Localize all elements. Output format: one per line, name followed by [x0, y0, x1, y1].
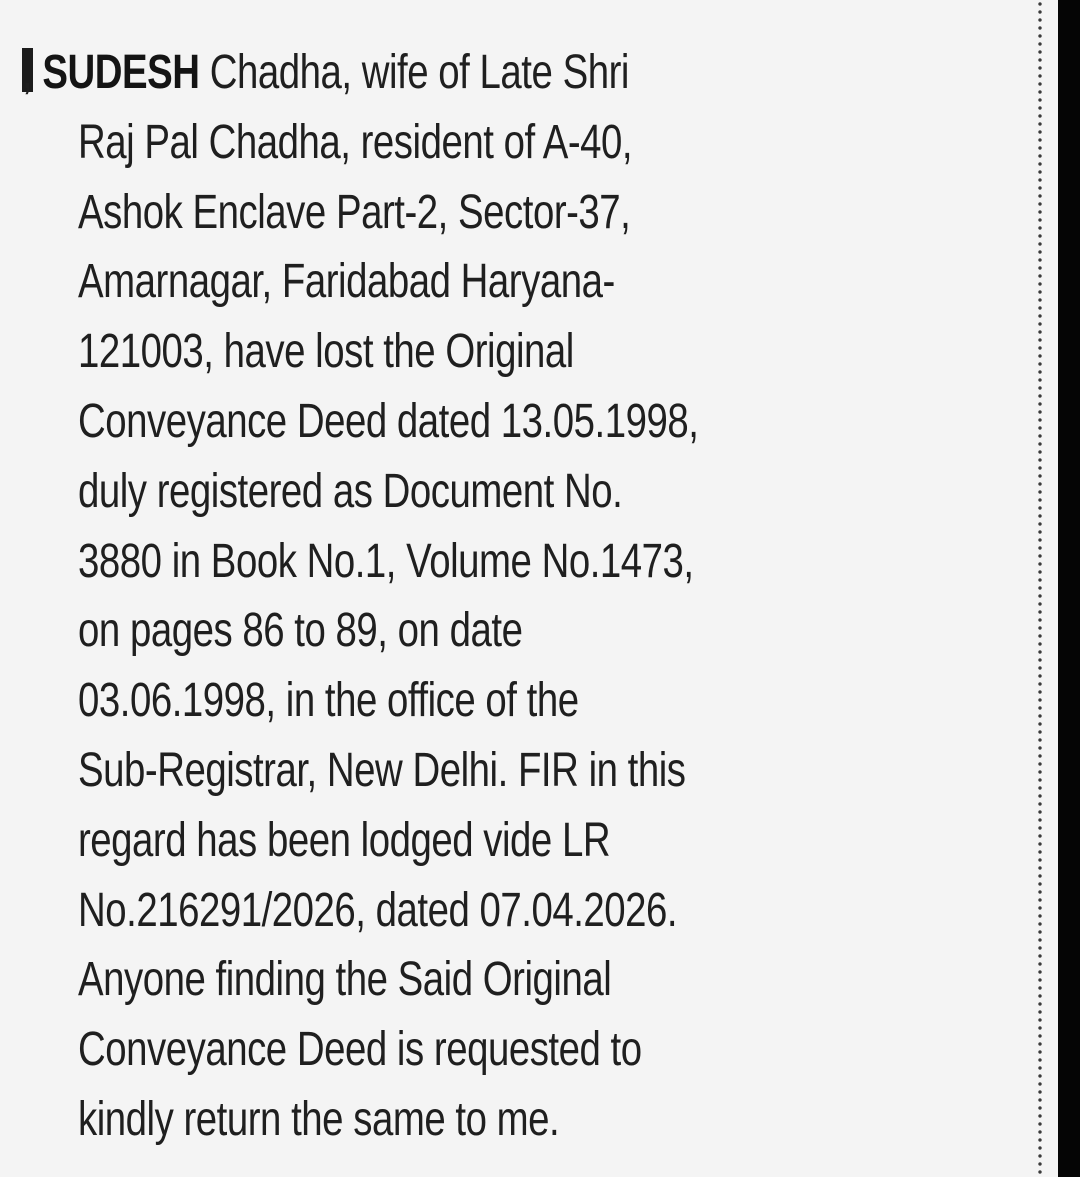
notice-first-line	[22, 38, 629, 108]
notice-lead-name: SUDESH	[42, 46, 200, 99]
notice-body	[78, 108, 853, 1155]
notice-line: 03.06.1998, in the office of the	[78, 674, 579, 728]
notice-line: Anyone finding the Said Original	[78, 953, 612, 1007]
notice-line: Conveyance Deed is requested to	[78, 1023, 642, 1077]
notice-line: regard has been lodged vide LR	[78, 813, 611, 867]
notice-line: No.216291/2026, dated 07.04.2026.	[78, 883, 678, 937]
notice-line: duly registered as Document No.	[78, 464, 623, 518]
notice-lead-prefix: ,	[22, 46, 43, 99]
notice-line: Raj Pal Chadha, resident of A-40,	[78, 115, 633, 169]
notice-line: Amarnagar, Faridabad Haryana-	[78, 255, 615, 309]
notice-line: kindly return the same to me.	[78, 1092, 560, 1146]
photo-dark-border	[1058, 0, 1080, 1177]
notice-line: Ashok Enclave Part-2, Sector-37,	[78, 185, 631, 239]
notice-line: on pages 86 to 89, on date	[78, 604, 523, 658]
notice-line: 3880 in Book No.1, Volume No.1473,	[78, 534, 694, 588]
notice-line: Sub-Registrar, New Delhi. FIR in this	[78, 743, 686, 797]
notice-line: Conveyance Deed dated 13.05.1998,	[78, 394, 699, 448]
notice-lead-rest: Chadha, wife of Late Shri	[199, 46, 629, 99]
column-divider-dotted	[1036, 0, 1044, 1177]
notice-line: 121003, have lost the Original	[78, 325, 574, 379]
